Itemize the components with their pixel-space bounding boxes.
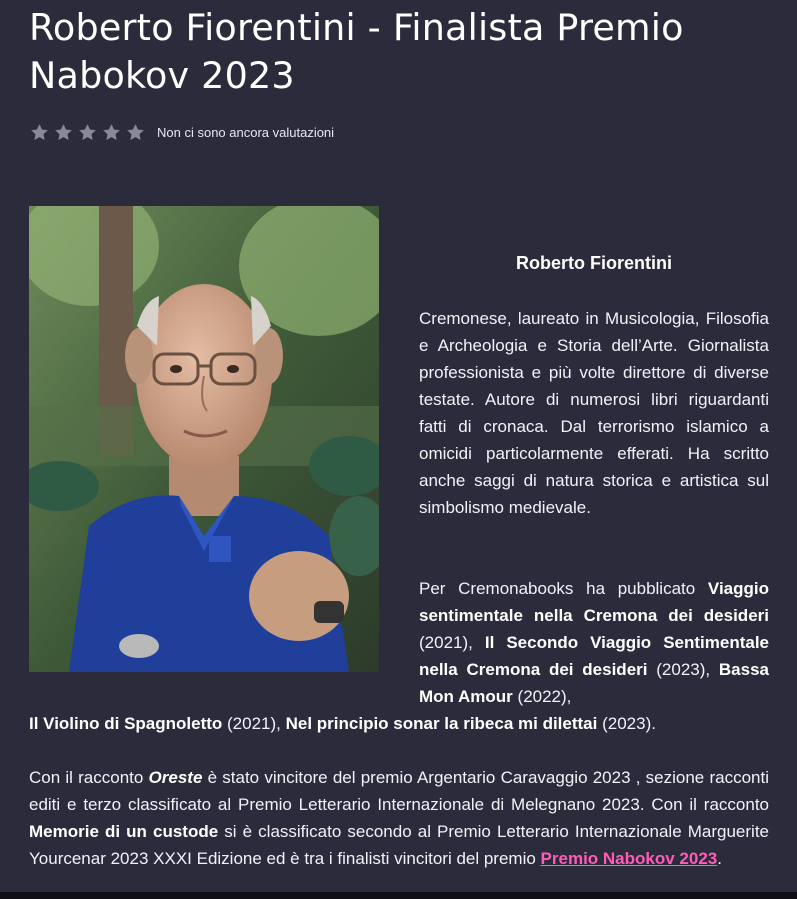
premio-nabokov-link[interactable]: Premio Nabokov 2023 bbox=[540, 849, 718, 868]
publications-paragraph bbox=[419, 575, 769, 710]
book-title: Nel principio sonar la ribeca mi dilettai bbox=[285, 714, 598, 733]
publications-intro: Per Cremonabooks ha pubblicato bbox=[419, 579, 708, 598]
award-text: è stato vincitore del premio Argentario Caravaggio 2023 , sezione racconti editi e terzo classificato al Premio Letterario Internazionale di Melegnano 2023. Con il racconto bbox=[29, 768, 769, 814]
book-year: (2021), bbox=[222, 714, 286, 733]
bottom-bar bbox=[0, 892, 797, 899]
book-title: Bassa Mon Amour bbox=[419, 660, 769, 706]
story-title: Memorie di un custode bbox=[29, 822, 219, 841]
star-icon[interactable] bbox=[101, 122, 122, 143]
book-year: (2021), bbox=[419, 633, 485, 652]
star-icon[interactable] bbox=[125, 122, 146, 143]
book-year: (2022), bbox=[512, 687, 572, 706]
star-icon[interactable] bbox=[53, 122, 74, 143]
star-icon[interactable] bbox=[77, 122, 98, 143]
award-text: . bbox=[717, 849, 722, 868]
author-name: Roberto Fiorentini bbox=[516, 253, 672, 273]
book-title: Il Secondo Viaggio Sentimentale nella Cremona dei desideri bbox=[419, 633, 770, 679]
rating-stars[interactable] bbox=[29, 122, 146, 143]
story-title: Oreste bbox=[148, 768, 203, 787]
award-text: si è classificato secondo al Premio Letterario Internazionale Marguerite Yourcenar 2023 XXXI Edizione ed è tra i finalisti vincitori del premio bbox=[29, 822, 769, 868]
author-bio: Cremonese, laureato in Musicologia, Filosofia e Archeologia e Storia dell’Arte. Giornalista professionista e più volte direttore di diverse testate. Autore di numerosi libri riguardanti fatti di cronaca. Dal terrorismo islamico a omicidi particolarmente efferati. Ha scritto anche saggi di natura storica e artistica sul simbolismo medievale. bbox=[419, 309, 769, 517]
book-year: (2023). bbox=[597, 714, 656, 733]
book-year: (2023), bbox=[647, 660, 719, 679]
book-title: Viaggio sentimentale nella Cremona dei desideri bbox=[419, 579, 769, 625]
star-icon[interactable] bbox=[29, 122, 50, 143]
publications-continued bbox=[29, 710, 769, 737]
book-title: Il Violino di Spagnoletto bbox=[29, 714, 223, 733]
award-text: Con il racconto bbox=[29, 768, 149, 787]
post-title: Roberto Fiorentini - Finalista Premio Nabokov 2023 bbox=[29, 6, 684, 97]
awards-paragraph bbox=[29, 764, 769, 872]
rating-text: Non ci sono ancora valutazioni bbox=[157, 124, 335, 140]
rating-widget[interactable] bbox=[29, 120, 334, 144]
author-photo bbox=[29, 206, 379, 672]
